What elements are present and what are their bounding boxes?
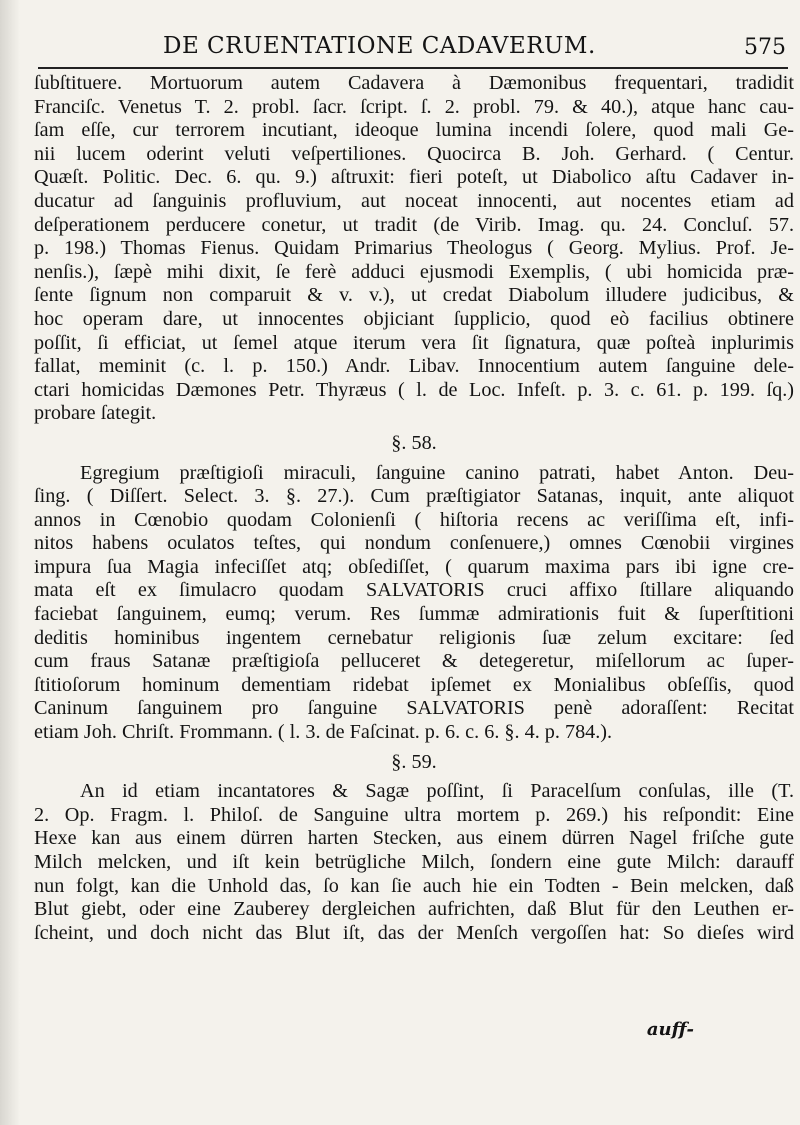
text-line: 2. Op. Fragm. l. Philoſ. de Sanguine ultra mortem p. 269.) his reſpondit: Eine: [34, 803, 794, 826]
section-heading-58: §. 58.: [391, 431, 437, 454]
text-line: nii lucem oderint veluti veſpertiliones. Quocirca B. Joh. Gerhard. ( Centur.: [34, 142, 794, 165]
paragraph-section-59: [34, 780, 794, 945]
page-body: [34, 72, 794, 945]
header-rule: [38, 67, 788, 69]
text-line: probare ſategit.: [34, 402, 157, 425]
running-title: DE CRUENTATIONE CADAVERUM.: [163, 33, 596, 59]
text-line: ſam eſſe, cur terrorem incutiant, ideoque lumina incendi ſolere, quod mali Ge-: [34, 119, 794, 142]
text-line: deſperationem perducere conetur, ut tradit (de Virib. Imag. qu. 24. Concluſ. 57.: [34, 213, 794, 236]
text-line: ſing. ( Diſſert. Select. 3. §. 27.). Cum præſtigiator Satanas, inquit, ante aliquot: [34, 485, 794, 508]
text-line: nitos habens oculatos teſtes, qui nondum conſenuere,) omnes Cœnobii virgines: [34, 532, 794, 555]
page-header: [0, 33, 800, 69]
text-line: ſtitioſorum hominum dementiam ridebat ipſemet ex Monialibus obſeſſis, quod: [34, 673, 794, 696]
text-line: ſente ſignum non comparuit & v. v.), ut credat Diabolum illudere judicibus, &: [34, 284, 794, 307]
section-heading-59: §. 59.: [391, 750, 437, 773]
text-line: etiam Joh. Chriſt. Frommann. ( l. 3. de Faſcinat. p. 6. c. 6. §. 4. p. 784.).: [34, 721, 613, 744]
page-edge-shadow: [0, 0, 20, 1125]
text-line: ſubſtituere. Mortuorum autem Cadavera à Dæmonibus frequentari, tradidit: [34, 72, 794, 94]
text-line: Caninum ſanguinem pro ſanguine SALVATORIS penè adoraſſent: Recitat: [34, 697, 794, 720]
text-line: Hexe kan aus einem dürren harten Stecken, aus einem dürren Nagel friſche gute: [34, 827, 794, 850]
page-number: 575: [744, 35, 786, 60]
paragraph-section-58: [34, 462, 794, 745]
text-line: deditis hominibus ingentem cernebatur religionis ſuæ zelum excitare: ſed: [34, 626, 794, 649]
text-line: ctari homicidas Dæmones Petr. Thyræus ( l. de Loc. Infeſt. p. 3. c. 61. p. 199. ſq.): [34, 378, 794, 401]
paragraph-continuation: [34, 72, 794, 426]
text-line: ducatur ad ſanguinis profluvium, aut noceat innocenti, aut nocentes etiam ad: [34, 189, 794, 212]
text-line: Milch melcken, und iſt kein betrügliche Milch, ſondern eine gute Milch: darauff: [34, 851, 794, 873]
text-line: hoc operam dare, ut innocentes objiciant ſupplicio, quod eò facilius obtinere: [34, 307, 794, 330]
text-line: impura ſua Magia infeciſſet atq; obſediſſet, ( quarum maxima pars ibi igne cre-: [34, 555, 794, 578]
text-line: nenſis.), ſæpè mihi dixit, ſe ferè adduci ejusmodi Exemplis, ( ubi homicida præ-: [34, 260, 794, 283]
catchword: auff-: [646, 1019, 694, 1040]
text-line: p. 198.) Thomas Fienus. Quidam Primarius Theologus ( Georg. Mylius. Prof. Je-: [34, 237, 794, 260]
text-line: annos in Cœnobio quodam Colonienſi ( hiſtoria recens ac veriſſima eſt, infi-: [34, 508, 794, 531]
text-line: Quæſt. Politic. Dec. 6. qu. 9.) aſtruxit: fieri poteſt, ut Diabolico aſtu Cadaver in-: [34, 166, 794, 189]
text-line: faciebat ſanguinem, eumq; verum. Res ſummæ admirationis fuit & ſuperſtitioni: [34, 603, 794, 626]
text-line: fallat, meminit (c. l. p. 150.) Andr. Libav. Innocentium autem ſanguine dele-: [34, 355, 794, 378]
text-line: mata eſt ex ſimulacro quodam SALVATORIS cruci affixo ſtillare aliquando: [34, 579, 794, 602]
text-line: ſcheint, und doch nicht das Blut iſt, das der Menſch vergoſſen hat: So dieſes wird: [34, 921, 794, 944]
text-line: nun folgt, kan die Unhold das, ſo kan ſie auch hie ein Todten - Bein melcken, daß: [34, 874, 794, 897]
text-line: An id etiam incantatores & Sagæ poſſint, ſi Paracelſum conſulas, ille (T.: [80, 780, 794, 803]
text-line: poſſit, ſi efficiat, ut ſemel atque iterum vera ſit ſignatura, quæ poſteà inplurimis: [34, 331, 794, 354]
text-line: Egregium præſtigioſi miraculi, ſanguine canino patrati, habet Anton. Deu-: [80, 461, 794, 484]
text-line: Franciſc. Venetus T. 2. probl. ſacr. ſcript. ſ. 2. probl. 79. & 40.), atque hanc cau-: [34, 95, 794, 118]
text-line: cum fraus Satanæ præſtigioſa pelluceret & detegeretur, miſellorum ac ſuper-: [34, 650, 794, 673]
text-line: Blut giebt, oder eine Zauberey dergleichen aufrichten, daß Blut für den Leuthen er-: [34, 898, 794, 921]
